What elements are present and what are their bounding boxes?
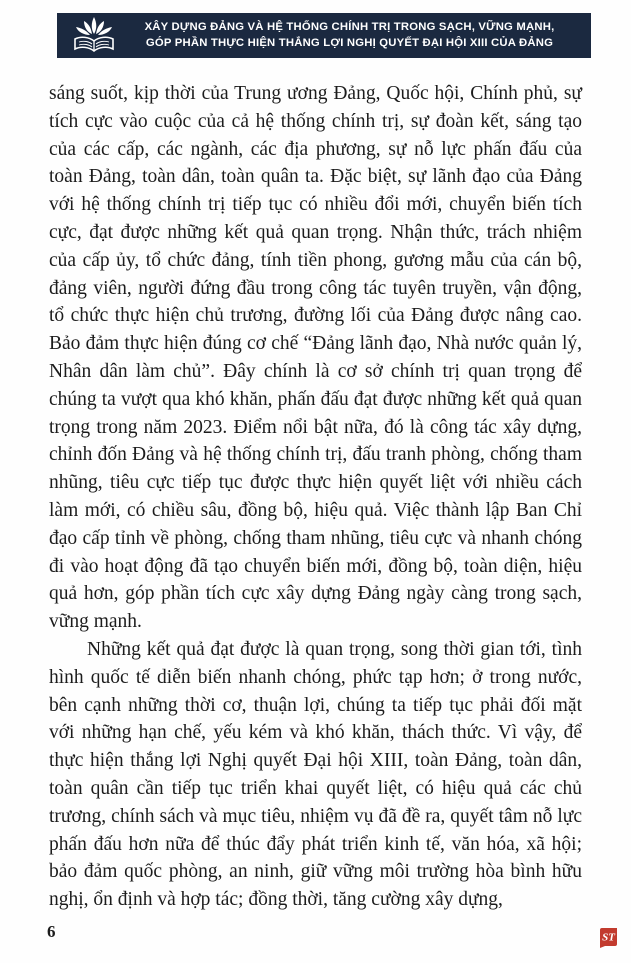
running-header [57,13,591,58]
st-publisher-logo-icon [596,926,620,950]
page-number: 6 [47,922,56,941]
header-title-line2: GÓP PHẦN THỰC HIỆN THẮNG LỢI NGHỊ QUYẾT ĐẠI HỘI XIII CỦA ĐẢNG [145,36,554,49]
lotus-open-book-icon [70,15,118,56]
st-logo-letters: ST [602,931,615,944]
header-title-line1: XÂY DỰNG ĐẢNG VÀ HỆ THỐNG CHÍNH TRỊ TRONG SẠCH, VỮNG MẠNH, [144,21,555,33]
body-paragraph-2: Những kết quả đạt được là quan trọng, song thời gian tới, tình hình quốc tế diễn biến nhanh chóng, phức tạp hơn; ở trong nước, bên cạnh những thời cơ, thuận lợi, chúng ta tiếp tục phải đối mặt với những hạn chế, yếu kém và khó khăn, thách thức. Vì vậy, để thực hiện thắng lợi Nghị quyết Đại hội XIII, toàn Đảng, toàn dân, toàn quân cần tiếp tục triển khai quyết liệt, có hiệu quả các chủ trương, chính sách và mục tiêu, nhiệm vụ đã đề ra, quyết tâm nỗ lực phấn đấu hơn nữa để thúc đẩy phát triển kinh tế, văn hóa, xã hội; bảo đảm quốc phòng, an ninh, giữ vững môi trường hòa bình hữu nghị, ổn định và hợp tác; đồng thời, tăng cường xây dựng, [49,638,582,911]
body-paragraph-1: sáng suốt, kịp thời của Trung ương Đảng, Quốc hội, Chính phủ, sự tích cực vào cuộc của cả hệ thống chính trị, sự đoàn kết, sáng tạo của các cấp, các ngành, các địa phương, sự nỗ lực phấn đấu của toàn Đảng, toàn dân, toàn quân ta. Đặc biệt, sự lãnh đạo của Đảng với hệ thống chính trị tiếp tục có nhiều đổi mới, chuyển biến tích cực, đạt được những kết quả quan trọng. Nhận thức, trách nhiệm của cấp ủy, tổ chức đảng, tính tiền phong, gương mẫu của cán bộ, đảng viên, người đứng đầu trong công tác tuyên truyền, vận động, tổ chức thực hiện chủ trương, đường lối của Đảng được nâng cao. Bảo đảm thực hiện đúng cơ chế “Đảng lãnh đạo, Nhà nước quản lý, Nhân dân làm chủ”. Đây chính là cơ sở chính trị quan trọng để chúng ta vượt qua khó khăn, phấn đấu đạt được những kết quả quan trọng trong năm 2023. Điểm nổi bật nữa, đó là công tác xây dựng, chỉnh đốn Đảng và hệ thống chính trị, đấu tranh phòng, chống tham nhũng, tiêu cực tiếp tục được thực hiện quyết liệt với nhiều cách làm mới, có chiều sâu, đồng bộ, hiệu quả. Việc thành lập Ban Chỉ đạo cấp tỉnh về phòng, chống tham nhũng, tiêu cực và nhanh chóng đi vào hoạt động đã tạo chuyển biến mới, đồng bộ, toàn diện, hiệu quả hơn, góp phần tích cực xây dựng Đảng ngày càng trong sạch, vững mạnh. [49,83,582,633]
page-body [49,80,582,914]
header-title [118,20,591,51]
